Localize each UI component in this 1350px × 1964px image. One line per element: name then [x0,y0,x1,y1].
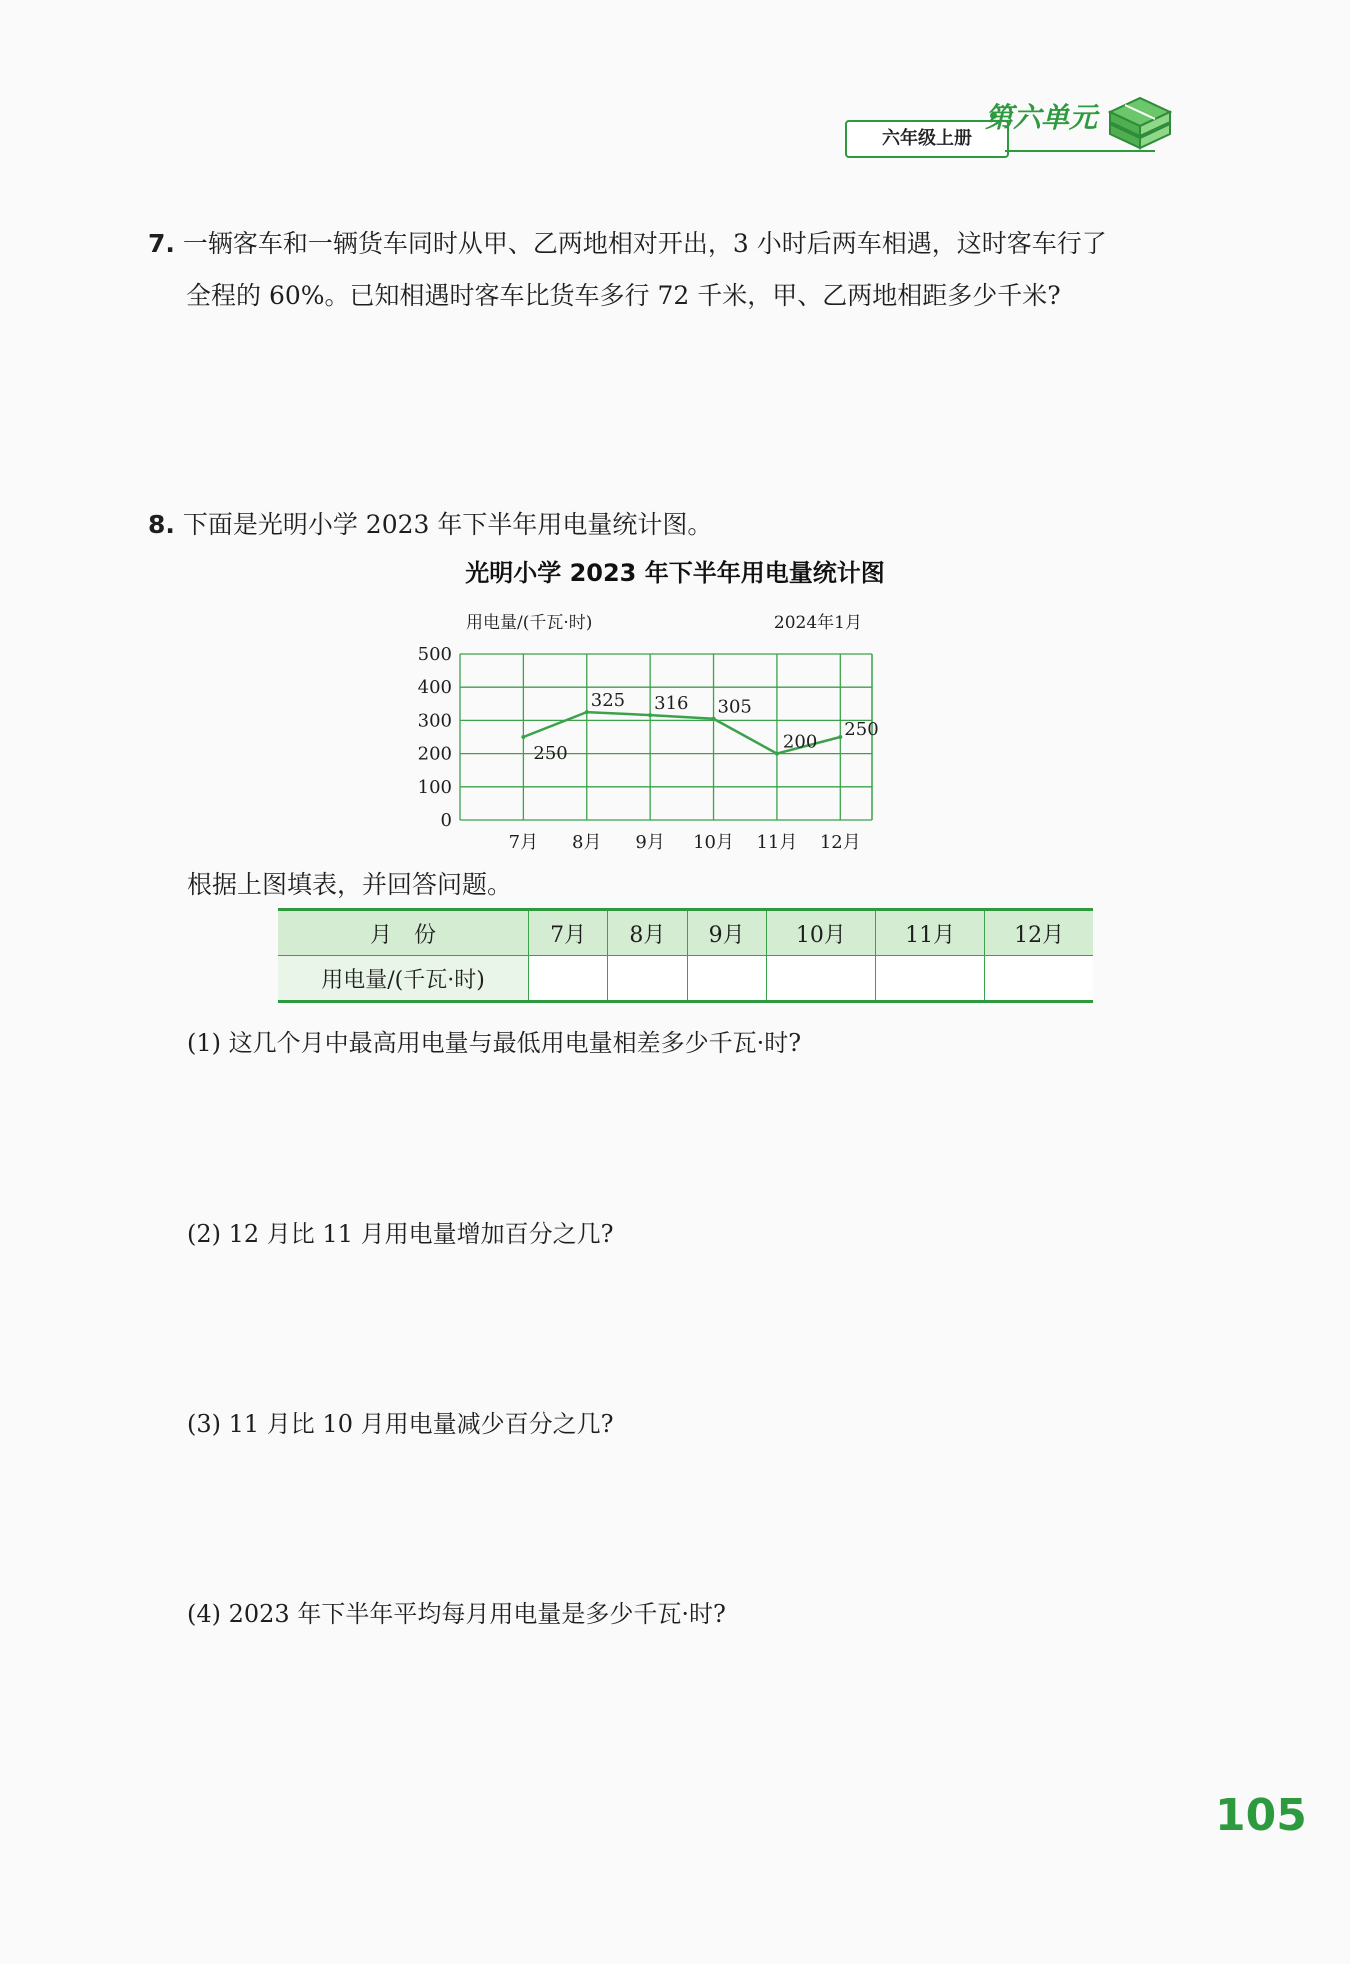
question-8-text: 下面是光明小学 2023 年下半年用电量统计图。 [182,510,713,539]
date-label: 2024年1月 [773,613,862,633]
table-header-label: 月 份 [278,910,529,956]
data-label-3: 305 [717,696,752,718]
unit-header [845,90,1185,170]
data-point-4 [775,752,779,756]
data-point-2 [648,713,652,717]
question-7-line-1: 一辆客车和一辆货车同时从甲、乙两地相对开出，3 小时后两车相遇，这时客车行了 [182,229,1107,258]
x-tick-label-0: 7月 [508,832,539,853]
answer-cell-8[interactable] [608,956,687,1002]
y-tick-label-0: 500 [417,644,452,665]
y-tick-label-5: 0 [440,810,452,831]
question-7-line-2: 全程的 60%。已知相遇时客车比货车多行 72 千米，甲、乙两地相距多少千米? [186,281,1061,310]
table-month-7: 7月 [529,910,608,956]
answer-cell-12[interactable] [985,956,1093,1002]
subquestion-2: (2) 12 月比 11 月用电量增加百分之几? [187,1220,614,1248]
answer-cell-9[interactable] [687,956,766,1002]
answer-cell-11[interactable] [876,956,985,1002]
data-label-0: 250 [533,743,568,764]
x-tick-label-3: 10月 [693,832,734,853]
data-label-1: 325 [590,690,626,712]
data-label-5: 250 [844,719,879,740]
y-axis-label: 用电量/(千瓦·时) [466,613,593,633]
data-label-2: 316 [654,693,689,715]
x-tick-label-5: 12月 [819,832,861,853]
data-point-0 [521,735,525,739]
question-7-number: 7. [148,229,175,258]
table-month-11: 11月 [876,910,985,956]
question-8 [148,505,712,541]
data-point-5 [838,735,842,739]
y-tick-label-4: 100 [417,776,452,798]
table-instruction: 根据上图填表，并回答问题。 [187,870,513,899]
table-value-row [278,956,1093,1002]
question-7 [148,218,1198,322]
y-tick-label-3: 200 [417,743,452,765]
page-number: 105 [1215,1790,1307,1841]
subquestion-4: (4) 2023 年下半年平均每月用电量是多少千瓦·时? [187,1600,726,1628]
x-tick-label-2: 9月 [635,832,665,853]
table-month-10: 10月 [766,910,875,956]
table-header-row [278,910,1093,956]
answer-cell-10[interactable] [766,956,875,1002]
data-point-1 [585,710,589,714]
unit-title: 第六单元 [985,101,1098,134]
answer-cell-7[interactable] [529,956,608,1002]
grade-label: 六年级上册 [845,120,1009,158]
table-month-12: 12月 [985,910,1093,956]
table-month-8: 8月 [608,910,687,956]
x-tick-label-4: 11月 [756,832,798,853]
y-tick-label-2: 300 [417,710,452,732]
table-row-label: 用电量/(千瓦·时) [278,956,529,1002]
table-month-9: 9月 [687,910,766,956]
fill-in-table [278,908,1093,1003]
books-icon [1105,90,1175,160]
subquestion-1: (1) 这几个月中最高用电量与最低用电量相差多少千瓦·时? [187,1029,802,1057]
question-8-number: 8. [148,510,175,539]
chart-title: 光明小学 2023 年下半年用电量统计图 [465,559,885,587]
line-chart [400,606,940,856]
y-tick-label-1: 400 [417,677,452,699]
subquestion-3: (3) 11 月比 10 月用电量减少百分之几? [187,1410,614,1438]
data-label-4: 200 [782,731,818,753]
x-tick-label-1: 8月 [572,832,602,853]
data-point-3 [712,717,716,721]
